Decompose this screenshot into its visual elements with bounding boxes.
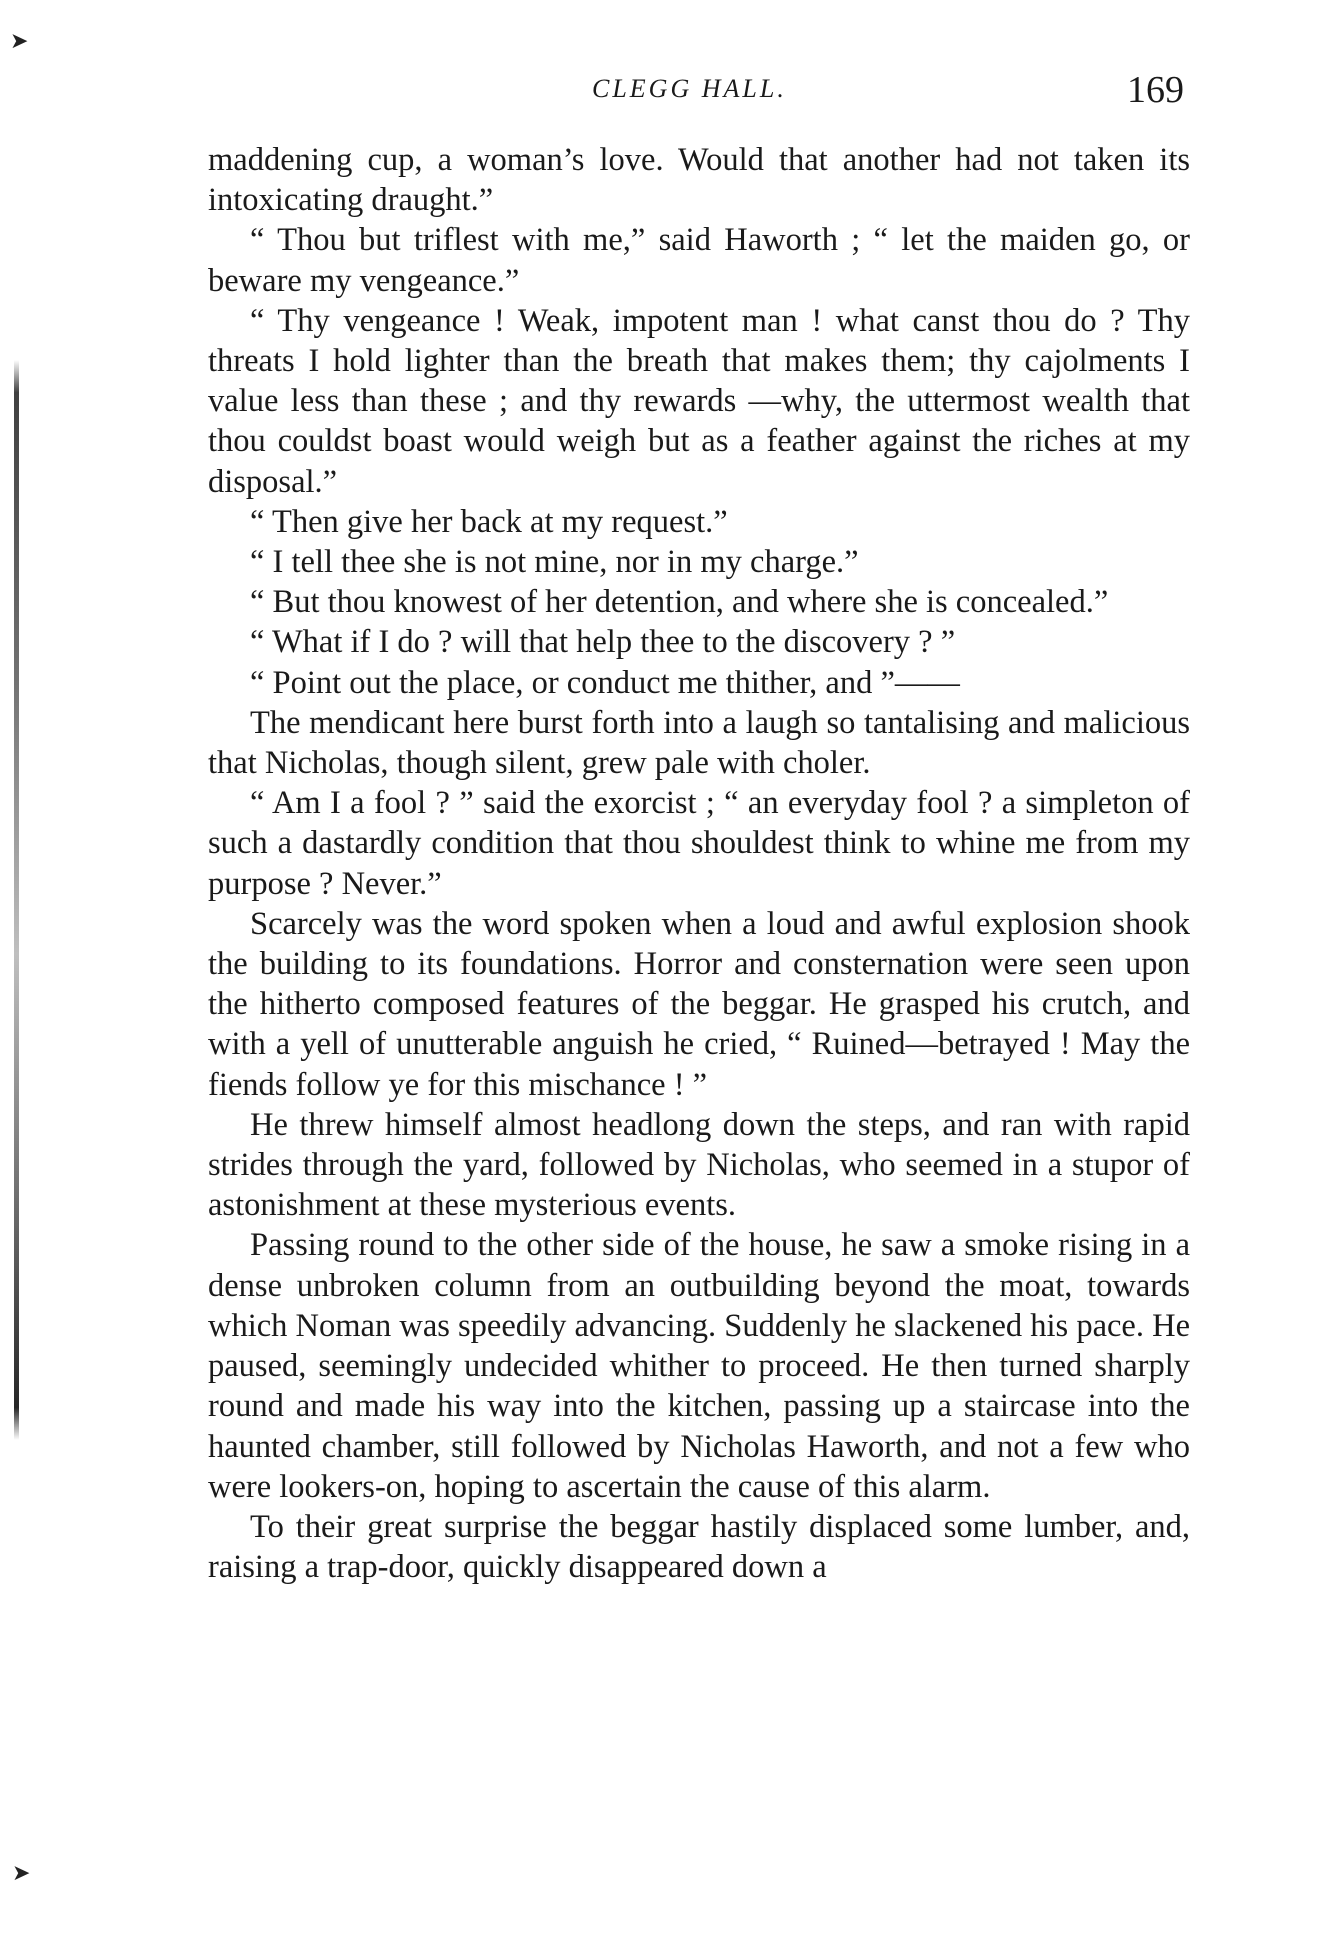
paragraph: “ What if I do ? will that help thee to the discovery ? ” <box>250 624 956 661</box>
page-binding-edge <box>14 360 19 1440</box>
paragraph: Scarcely was the word spoken when a loud and awful explosion shook the building to its foundations. Horror and consternation were seen upon the hitherto composed features of the beggar. He grasped his crutch, and with a yell of unutterable anguish he cried, “ Ruined—betrayed ! May the fiends follow ye for this mischance ! ” <box>208 905 1190 1103</box>
body-text <box>208 140 1190 1587</box>
paragraph: “ I tell thee she is not mine, nor in my charge.” <box>250 544 859 581</box>
paragraph: He threw himself almost headlong down the steps, and ran with rapid strides through the yard, followed by Nicholas, who seemed in a stupor of astonishment at these mysterious events. <box>208 1106 1190 1224</box>
page-number: 169 <box>1127 69 1184 111</box>
paragraph: Passing round to the other side of the house, he saw a smoke rising in a dense unbroken column from an outbuilding beyond the moat, towards which Noman was speedily advancing. Suddenly he slackened his pace. He paused, seemingly undecided whither to proceed. He then turned sharply round and made his way into the kitchen, passing up a staircase into the haunted chamber, still followed by Nicholas Haworth, and not a few who were lookers-on, hoping to ascertain the cause of this alarm. <box>208 1227 1190 1505</box>
page-header <box>208 69 1190 116</box>
margin-arrow-icon: ➤ <box>12 1860 31 1885</box>
running-title: CLEGG HALL. <box>592 74 787 103</box>
paragraph: “ Thou but triflest with me,” said Haworth ; “ let the maiden go, or beware my vengeance.” <box>208 222 1190 299</box>
paragraph: The mendicant here burst forth into a laugh so tantalising and malicious that Nicholas, though silent, grew pale with choler. <box>208 704 1190 782</box>
paragraph: “ Then give her back at my request.” <box>250 503 728 540</box>
paragraph: To their great surprise the beggar hastily displaced some lumber, and, raising a trap-door, quickly disappeared down a <box>208 1508 1190 1586</box>
paragraph: maddening cup, a woman’s love. Would that another had not taken its intoxicating draught.” <box>208 142 1190 219</box>
paragraph: “ Thy vengeance ! Weak, impotent man ! what canst thou do ? Thy threats I hold lighter than the breath that makes them; thy cajolments I value less than these ; and thy rewards —why, the uttermost wealth that thou couldst boast would weigh but as a feather against the riches at my disposal.” <box>208 302 1190 500</box>
margin-arrow-icon: ➤ <box>10 28 29 53</box>
paragraph: “ Am I a fool ? ” said the exorcist ; “ an everyday fool ? a simpleton of such a dastardly condition that thou shouldest think to whine me from my purpose ? Never.” <box>208 785 1190 902</box>
paragraph: “ Point out the place, or conduct me thither, and ”—— <box>250 664 960 701</box>
paragraph: “ But thou knowest of her detention, and where she is concealed.” <box>250 584 1109 621</box>
